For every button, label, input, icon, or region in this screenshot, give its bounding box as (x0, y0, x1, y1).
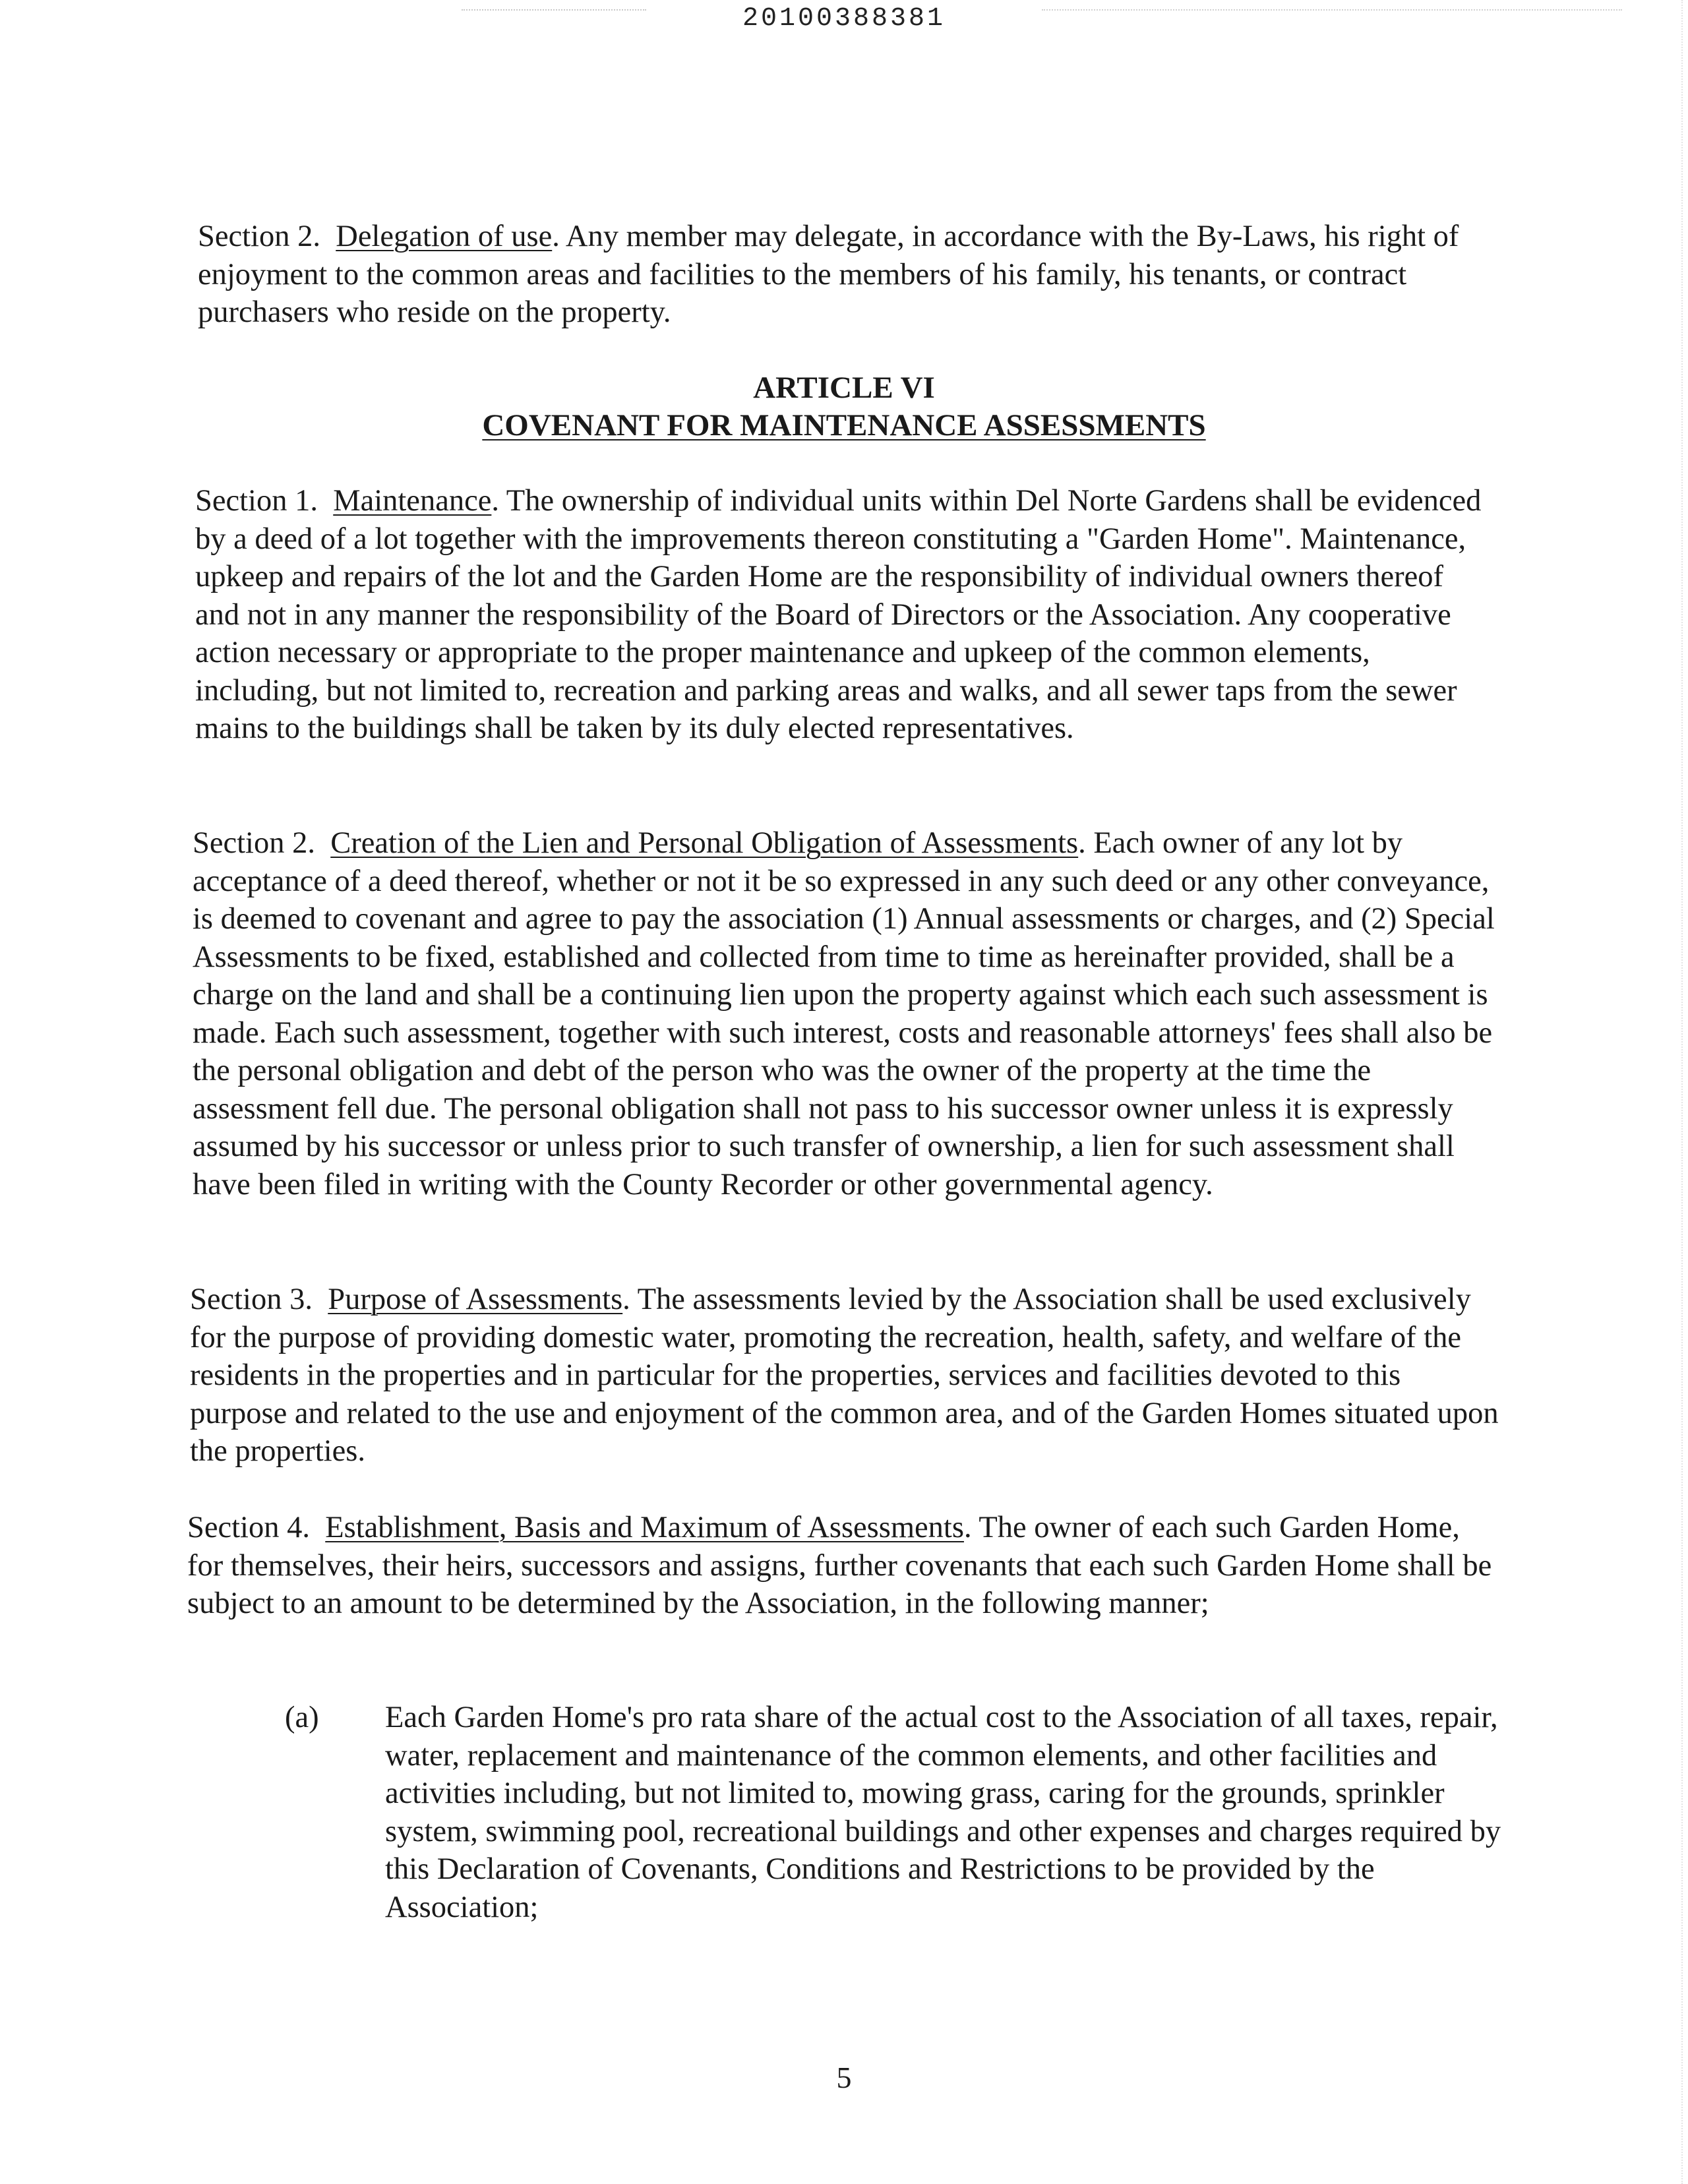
section-prefix: Section 2. (198, 220, 320, 253)
scan-edge-artifact (1679, 0, 1683, 2184)
section-prefix: Section 4. (187, 1511, 310, 1544)
section-body: . The owner of each such Garden Home, for themselves, their heirs, successors and assigns, further covenants that each such Garden Home shall be subject to an amount to be determined by the Association, in the following manner; (187, 1511, 1492, 1620)
section-delegation-of-use (198, 218, 1490, 332)
subitem-text: Each Garden Home's pro rata share of the actual cost to the Association of all taxes, repair, water, replacement and maintenance of the common elements, and other facilities and activities including, but not limited to, mowing grass, caring for the grounds, sprinkler system, swimming pool, recreational buildings and other expenses and charges required by this Declaration of Covenants, Conditions and Restrictions to be provided by the Association; (385, 1701, 1501, 1924)
section-body: . The ownership of individual units within Del Norte Gardens shall be evidenced by a deed of a lot together with the improvements thereon constituting a "Garden Home". Maintenance, upkeep and repairs of the lot and the Garden Home are the responsibility of individual owners thereof and not in any manner the responsibility of the Board of Directors or the Association. Any cooperative action necessary or appropriate to the proper maintenance and upkeep of the common elements, including, but not limited to, recreation and parking areas and walks, and all sewer taps from the sewer mains to the buildings shall be taken by its duly elected representatives. (195, 484, 1482, 745)
section-title: Maintenance (333, 484, 492, 518)
subitem-label: (a) (285, 1701, 319, 1734)
section-prefix: Section 3. (190, 1283, 313, 1316)
section-prefix: Section 2. (193, 826, 315, 860)
section-establishment-of-assessments (187, 1509, 1499, 1623)
section-body: . Each owner of any lot by acceptance of a deed thereof, whether or not it be so expressed in any such deed or any other conveyance, is deemed to covenant and agree to pay the association (1) Annual assessments or charges, and (2) Special Assessments to be fixed, established and collected from time to time as hereinafter provided, shall be a charge on the land and shall be a continuing lien upon the property against which each such assessment is made. Each such assessment, together with such interest, costs and reasonable attorneys' fees shall also be the personal obligation and debt of the person who was the owner of the property at the time the assessment fell due. The personal obligation shall not pass to his successor owner unless it is expressly assumed by his successor or unless prior to such transfer of ownership, a lien for such assessment shall have been filed in writing with the County Recorder or other governmental agency. (193, 826, 1495, 1201)
article-number: ARTICLE VI (753, 371, 935, 405)
section-title: Establishment, Basis and Maximum of Assessments (325, 1511, 964, 1544)
document-number: 20100388381 (742, 4, 946, 34)
section-body: . The assessments levied by the Association shall be used exclusively for the purpose of providing domestic water, promoting the recreation, health, safety, and welfare of the residents in the properties and in particular for the properties, services and facilities devoted to this purpose and related to the use and enjoyment of the common area, and of the Garden Homes situated upon the properties. (190, 1283, 1499, 1468)
section-title: Creation of the Lien and Personal Obligation of Assessments (330, 826, 1079, 860)
page-number: 5 (836, 2061, 852, 2094)
section-prefix: Section 1. (195, 484, 318, 518)
section-title: Delegation of use (336, 220, 553, 253)
section-title: Purpose of Assessments (328, 1283, 623, 1316)
section-purpose-of-assessments (190, 1281, 1502, 1471)
scan-artifact-line (1042, 9, 1622, 11)
article-title: COVENANT FOR MAINTENANCE ASSESSMENTS (482, 408, 1206, 442)
section-body: . Any member may delegate, in accordance with the By-Laws, his right of enjoyment to the common areas and facilities to the members of his family, his tenants, or contract purchasers who reside on the property. (198, 220, 1459, 329)
section-creation-of-lien (193, 824, 1498, 1203)
section-maintenance (195, 482, 1488, 748)
